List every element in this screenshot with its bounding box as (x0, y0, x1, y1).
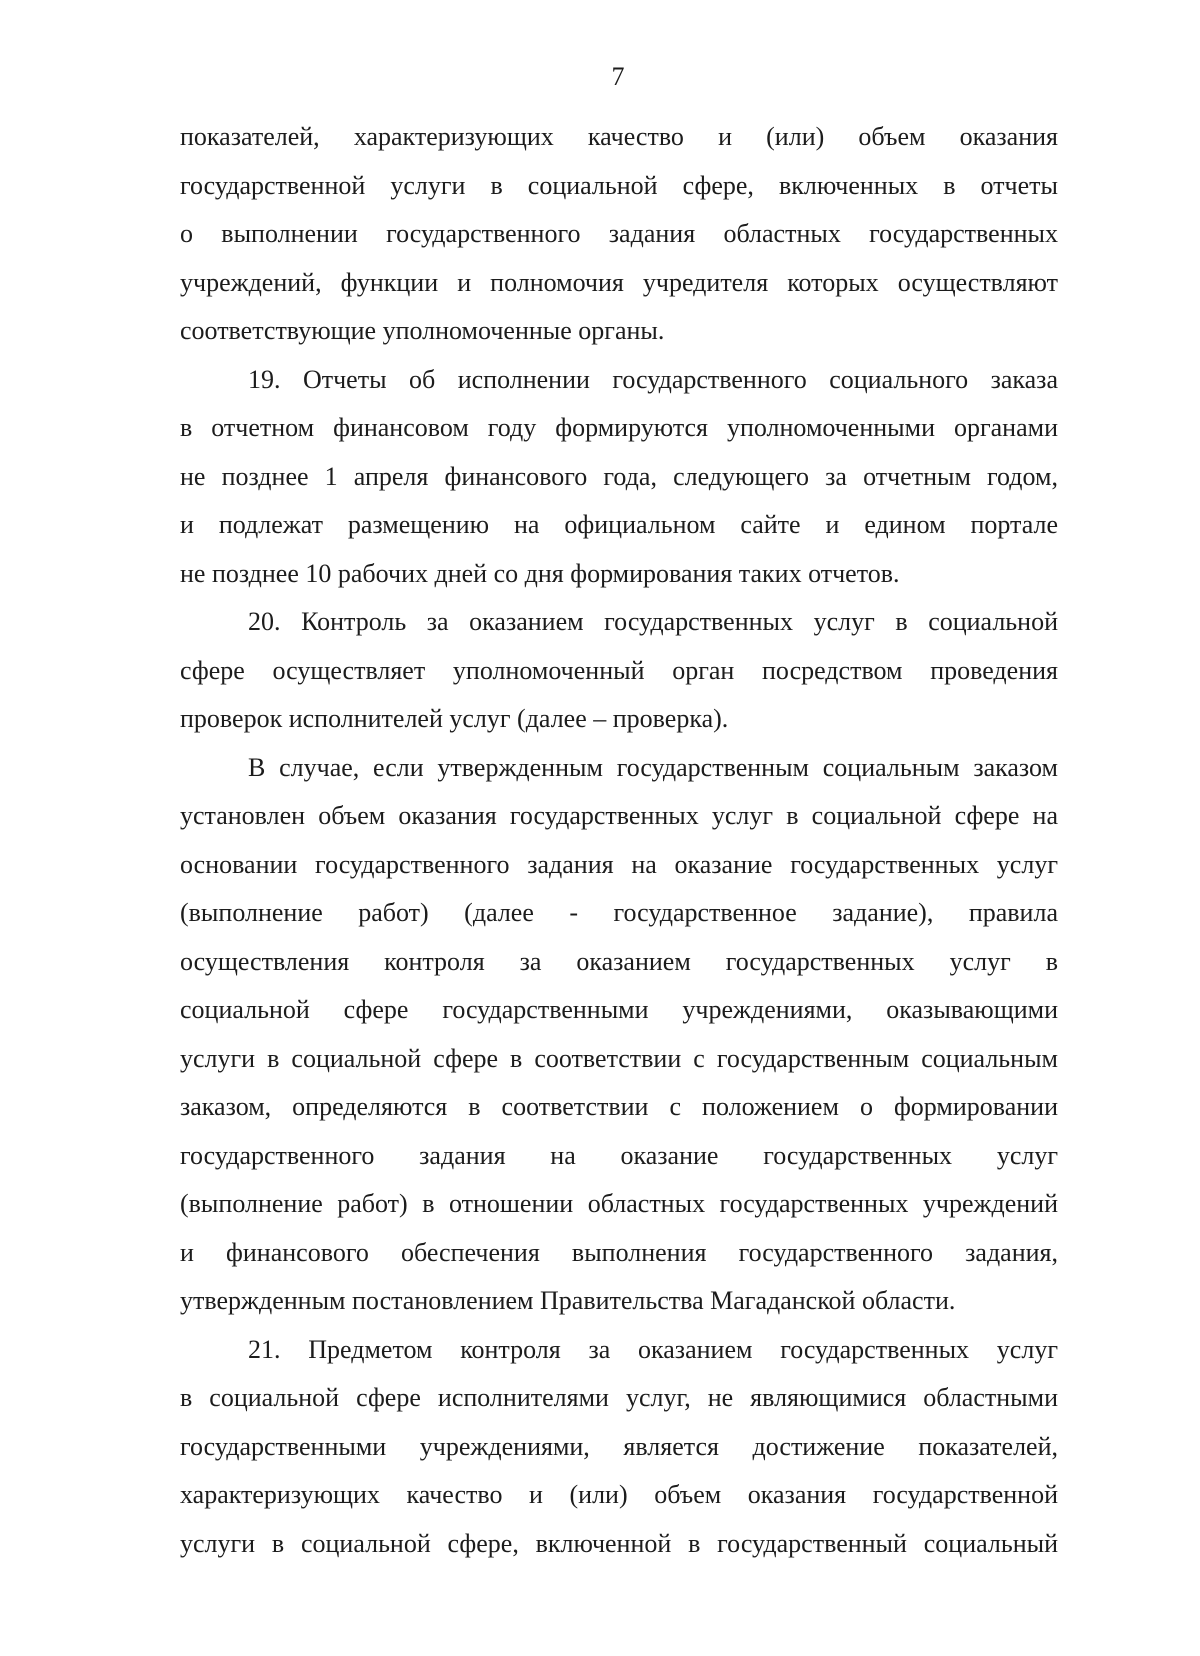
text-line: 21. Предметом контроля за оказанием государственных услуг (248, 1334, 1058, 1364)
paragraph-case (180, 744, 1058, 1326)
document-body (180, 113, 1058, 1568)
text-line: основании государственного задания на оказание государственных услуг (180, 849, 1058, 879)
text-line: и подлежат размещению на официальном сайте и едином портале (180, 510, 1058, 539)
text-line: и финансового обеспечения выполнения государственного задания, (180, 1237, 1058, 1267)
page-number: 7 (611, 62, 625, 91)
text-line: о выполнении государственного задания областных государственных (180, 219, 1058, 248)
text-line: не позднее 10 рабочих дней со дня формирования таких отчетов. (180, 558, 900, 588)
text-line: утвержденным постановлением Правительства Магаданской области. (180, 1286, 956, 1315)
text-line: государственными учреждениями, является достижение показателей, (180, 1431, 1058, 1461)
text-line: 20. Контроль за оказанием государственных услуг в социальной (248, 607, 1058, 636)
text-line: государственной услуги в социальной сфере, включенных в отчеты (180, 170, 1058, 200)
text-line: государственного задания на оказание государственных услуг (180, 1140, 1058, 1170)
paragraph-continuation (180, 113, 1058, 356)
text-line: характеризующих качество и (или) объем оказания государственной (180, 1480, 1058, 1509)
text-line: сфере осуществляет уполномоченный орган посредством проведения (180, 655, 1058, 685)
text-line: не позднее 1 апреля финансового года, следующего за отчетным годом, (180, 461, 1058, 491)
text-line: установлен объем оказания государственных услуг в социальной сфере на (180, 801, 1058, 830)
text-line: проверок исполнителей услуг (далее – проверка). (180, 704, 729, 733)
text-line: соответствующие уполномоченные органы. (180, 316, 665, 345)
paragraph-20 (180, 598, 1058, 744)
text-line: социальной сфере государственными учреждениями, оказывающими (180, 995, 1058, 1024)
paragraph-21 (180, 1326, 1058, 1569)
text-line: услуги в социальной сфере в соответствии с государственным социальным (180, 1043, 1058, 1073)
text-line: осуществления контроля за оказанием государственных услуг в (180, 946, 1058, 976)
text-line: заказом, определяются в соответствии с положением о формировании (180, 1092, 1058, 1121)
text-line: учреждений, функции и полномочия учредителя которых осуществляют (180, 267, 1058, 297)
text-line: услуги в социальной сфере, включенной в государственный социальный (180, 1528, 1058, 1558)
text-line: (выполнение работ) в отношении областных государственных учреждений (180, 1189, 1058, 1218)
text-line: В случае, если утвержденным государственным социальным заказом (248, 752, 1058, 782)
text-line: в социальной сфере исполнителями услуг, не являющимися областными (180, 1383, 1058, 1412)
text-line: показателей, характеризующих качество и (или) объем оказания (180, 122, 1058, 151)
text-line: 19. Отчеты об исполнении государственного социального заказа (248, 364, 1058, 394)
text-line: (выполнение работ) (далее - государственное задание), правила (180, 898, 1058, 927)
text-line: в отчетном финансовом году формируются уполномоченными органами (180, 413, 1058, 442)
paragraph-19 (180, 356, 1058, 599)
